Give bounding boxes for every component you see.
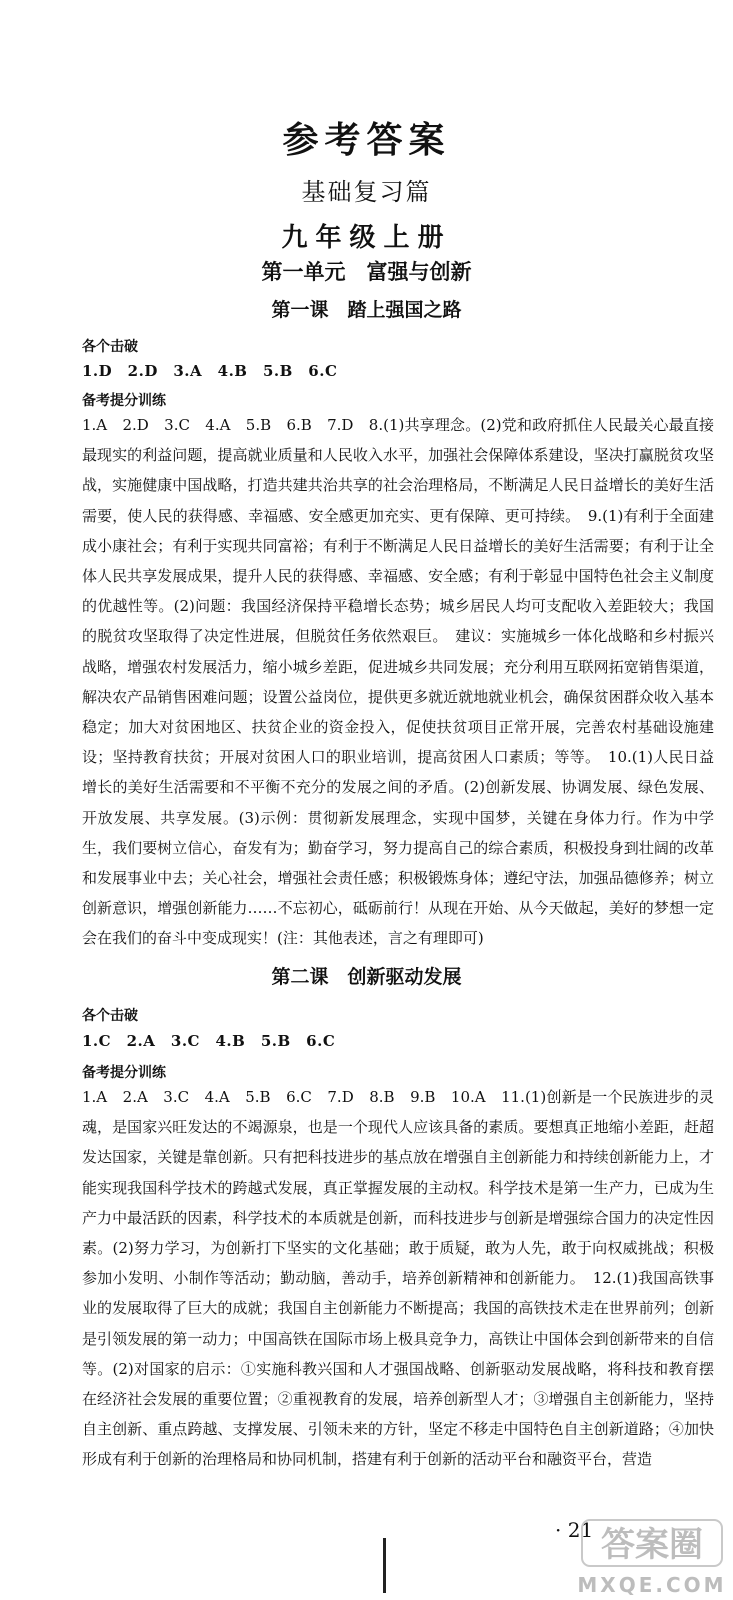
part-title: 基础复习篇 <box>301 178 432 206</box>
unit-title: 第一单元 富强与创新 <box>261 260 472 284</box>
spine-mark <box>383 1538 386 1593</box>
lesson2-section2-text: 1.A 2.A 3.C 4.A 5.B 6.C 7.D 8.B 9.B 10.A 11.(1)创新是一个民族进步的灵魂，是国家兴旺发达的不竭源泉，也是一个现代人应该具备的素质。要想真正地缩小差距，赶超发达国家，关键是靠创新。只有把科技进步的基点放在增强自主创新能力和持续创新能力上，才能实现我国科学技术的跨越式发展，真正掌握发展的主动权。科学技术是第一生产力，已成为生产力中最活跃的因素，科学技术的本质就是创新，而科技进步与创新是增强综合国力的决定性因素。(2)努力学习，为创新打下坚实的文化基础；敢于质疑，敢为人先，敢于向权威挑战；积极参加小发明、小制作等活动；勤动脑，善动手，培养创新精神和创新能力。 12.(1)我国高铁事业的发展取得了巨大的成就；我国自主创新能力不断提高；我国的高铁技术走在世界前列；创新是引领发展的第一动力；中国高铁在国际市场上极具竞争力，高铁让中国体会到创新带来的自信等。(2)对国家的启示：①实施科教兴国和人才强国战略、创新驱动发展战略，将科技和教育摆在经济社会发展的重要位置；②重视教育的发展，培养创新型人才；③增强自主创新能力，坚持自主创新、重点跨越、支撑发展、引领未来的方针，坚定不移走中国特色自主创新道路；④加快形成有利于创新的治理格局和协同机制，搭建有利于创新的活动平台和融资平台，营造 <box>82 1088 714 1469</box>
lesson1-section1-answers: 1.D 2.D 3.A 4.B 5.B 6.C <box>82 362 338 380</box>
lesson2-section1-label: 各个击破 <box>82 1008 138 1024</box>
svg-text:MXQE.COM: MXQE.COM <box>577 1573 727 1597</box>
watermark-logo <box>568 1510 733 1600</box>
lesson2-section1-answers: 1.C 2.A 3.C 4.B 5.B 6.C <box>82 1032 336 1050</box>
lesson1-section2-label: 备考提分训练 <box>82 393 166 409</box>
grade-title: 九年级上册 <box>281 223 452 253</box>
page-number: · 21 <box>555 1518 594 1542</box>
lesson2-title: 第二课 创新驱动发展 <box>271 966 462 988</box>
svg-text:答案圈: 答案圈 <box>601 1525 703 1565</box>
page-title: 参考答案 <box>282 120 451 161</box>
lesson2-section2-label: 备考提分训练 <box>82 1065 166 1081</box>
lesson1-title: 第一课 踏上强国之路 <box>271 299 462 321</box>
lesson1-section1-label: 各个击破 <box>82 339 138 355</box>
lesson1-section2-text: 1.A 2.D 3.C 4.A 5.B 6.B 7.D 8.(1)共享理念。(2)党和政府抓住人民最关心最直接最现实的利益问题，提高就业质量和人民收入水平，加强社会保障体系建设，坚决打赢脱贫攻坚战，实施健康中国战略，打造共建共治共享的社会治理格局，不断满足人民日益增长的美好生活需要，使人民的获得感、幸福感、安全感更加充实、更有保障、更可持续。 9.(1)有利于全面建成小康社会；有利于实现共同富裕；有利于不断满足人民日益增长的美好生活需要；有利于让全体人民共享发展成果，提升人民的获得感、幸福感、安全感；有利于彰显中国特色社会主义制度的优越性等。(2)问题：我国经济保持平稳增长态势；城乡居民人均可支配收入差距较大；我国的脱贫攻坚取得了决定性进展，但脱贫任务依然艰巨。 建议：实施城乡一体化战略和乡村振兴战略，增强农村发展活力，缩小城乡差距，促进城乡共同发展；充分利用互联网拓宽销售渠道，解决农产品销售困难问题；设置公益岗位，提供更多就近就地就业机会，确保贫困群众收入基本稳定；加大对贫困地区、扶贫企业的资金投入，促使扶贫项目正常开展，完善农村基础设施建设；坚持教育扶贫；开展对贫困人口的职业培训，提高贫困人口素质；等等。 10.(1)人民日益增长的美好生活需要和不平衡不充分的发展之间的矛盾。(2)创新发展、协调发展、绿色发展、开放发展、共享发展。(3)示例：贯彻新发展理念，实现中国梦，关键在身体力行。作为中学生，我们要树立信心，奋发有为；勤奋学习，努力提高自己的综合素质，积极投身到壮阔的改革和发展事业中去；关心社会，增强社会责任感；积极锻炼身体；遵纪守法，加强品德修养；树立创新意识，增强创新能力……不忘初心，砥砺前行！从现在开始、从今天做起，美好的梦想一定会在我们的奋斗中变成现实！(注：其他表述，言之有理即可) <box>82 416 714 948</box>
